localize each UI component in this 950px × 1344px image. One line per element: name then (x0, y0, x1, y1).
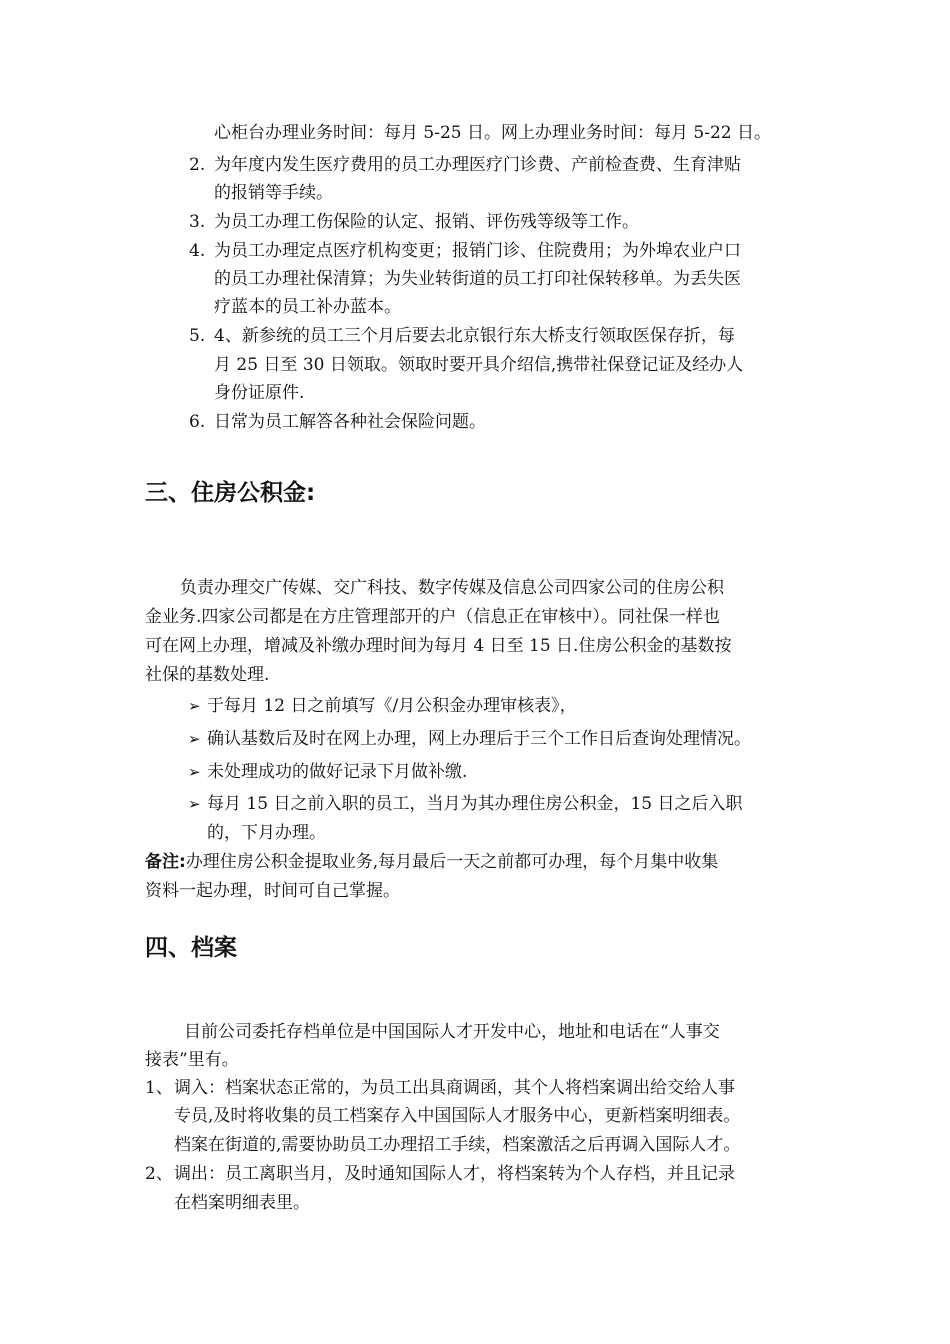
list-line: 为员工办理工伤保险的认定、报销、评伤残等级等工作。 (214, 212, 639, 232)
paragraph-line: 金业务.四家公司都是在方庄管理部开的户（信息正在审核中）。同社保一样也 (145, 607, 720, 627)
list-line: 专员,及时将收集的员工档案存入中国国际人才服务中心，更新档案明细表。 (174, 1106, 741, 1126)
bullet-line: 于每月 12 日之前填写《/月公积金办理审核表》， (207, 696, 577, 716)
arrow-bullet-icon: ➢ (188, 730, 201, 748)
paragraph-line: 接表”里有。 (145, 1050, 239, 1070)
arrow-bullet-icon: ➢ (188, 795, 201, 813)
arrow-bullet-icon: ➢ (188, 697, 201, 715)
list-line: 日常为员工解答各种社会保险问题。 (214, 412, 486, 432)
bullet-line: 的，下月办理。 (207, 823, 326, 843)
list-line: 档案在街道的,需要协助员工办理招工手续，档案激活之后再调入国际人才。 (174, 1135, 741, 1155)
section-heading-archives: 四、档案 (145, 935, 237, 961)
note-text: 办理住房公积金提取业务,每月最后一天之前都可办理，每个月集中收集 (185, 852, 719, 872)
list-line: 为员工办理定点医疗机构变更；报销门诊、住院费用；为外埠农业户口 (214, 241, 741, 261)
list-number: 6. (189, 412, 206, 432)
list-number: 2、 (145, 1164, 173, 1184)
list-line: 身份证原件. (214, 383, 305, 403)
paragraph-line: 目前公司委托存档单位是中国国际人才开发中心，地址和电话在“人事交 (184, 1022, 720, 1042)
note-line (145, 851, 718, 873)
list-line: 月 25 日至 30 日领取。领取时要开具介绍信,携带社保登记证及经办人 (214, 355, 744, 375)
note-label: 备注: (145, 852, 186, 872)
section-heading-housing-fund: 三、住房公积金: (145, 480, 316, 506)
list-number: 2. (189, 155, 206, 175)
list-line: 为年度内发生医疗费用的员工办理医疗门诊费、产前检查费、生育津贴 (214, 155, 741, 175)
list-number: 5. (189, 326, 206, 346)
list-line: 的员工办理社保清算；为失业转街道的员工打印社保转移单。为丢失医 (214, 269, 741, 289)
list-line: 疗蓝本的员工补办蓝本。 (214, 297, 401, 317)
arrow-bullet-icon: ➢ (188, 763, 201, 781)
list-line: 调入：档案状态正常的，为员工出具商调函，其个人将档案调出给交给人事 (174, 1078, 735, 1098)
list-line: 4、新参统的员工三个月后要去北京银行东大桥支行领取医保存折，每 (214, 326, 735, 346)
paragraph-line: 社保的基数处理. (145, 665, 270, 685)
paragraph-line: 负责办理交广传媒、交广科技、数字传媒及信息公司四家公司的住房公积 (180, 578, 724, 598)
list-line: 的报销等手续。 (214, 183, 333, 203)
bullet-line: 每月 15 日之前入职的员工，当月为其办理住房公积金，15 日之后入职 (207, 794, 743, 814)
list-number: 4. (189, 241, 206, 261)
note-line: 资料一起办理，时间可自己掌握。 (145, 881, 400, 901)
list-number: 3. (189, 212, 206, 232)
bullet-line: 确认基数后及时在网上办理，网上办理后于三个工作日后查询处理情况。 (207, 729, 751, 749)
list-number: 1、 (145, 1078, 173, 1098)
list-line: 调出：员工离职当月，及时通知国际人才，将档案转为个人存档，并且记录 (174, 1164, 735, 1184)
list-line: 在档案明细表里。 (174, 1193, 310, 1213)
bullet-line: 未处理成功的做好记录下月做补缴. (207, 762, 468, 782)
intro-line: 心柜台办理业务时间：每月 5-25 日。网上办理业务时间：每月 5-22 日。 (214, 123, 771, 143)
paragraph-line: 可在网上办理，增减及补缴办理时间为每月 4 日至 15 日.住房公积金的基数按 (145, 636, 732, 656)
